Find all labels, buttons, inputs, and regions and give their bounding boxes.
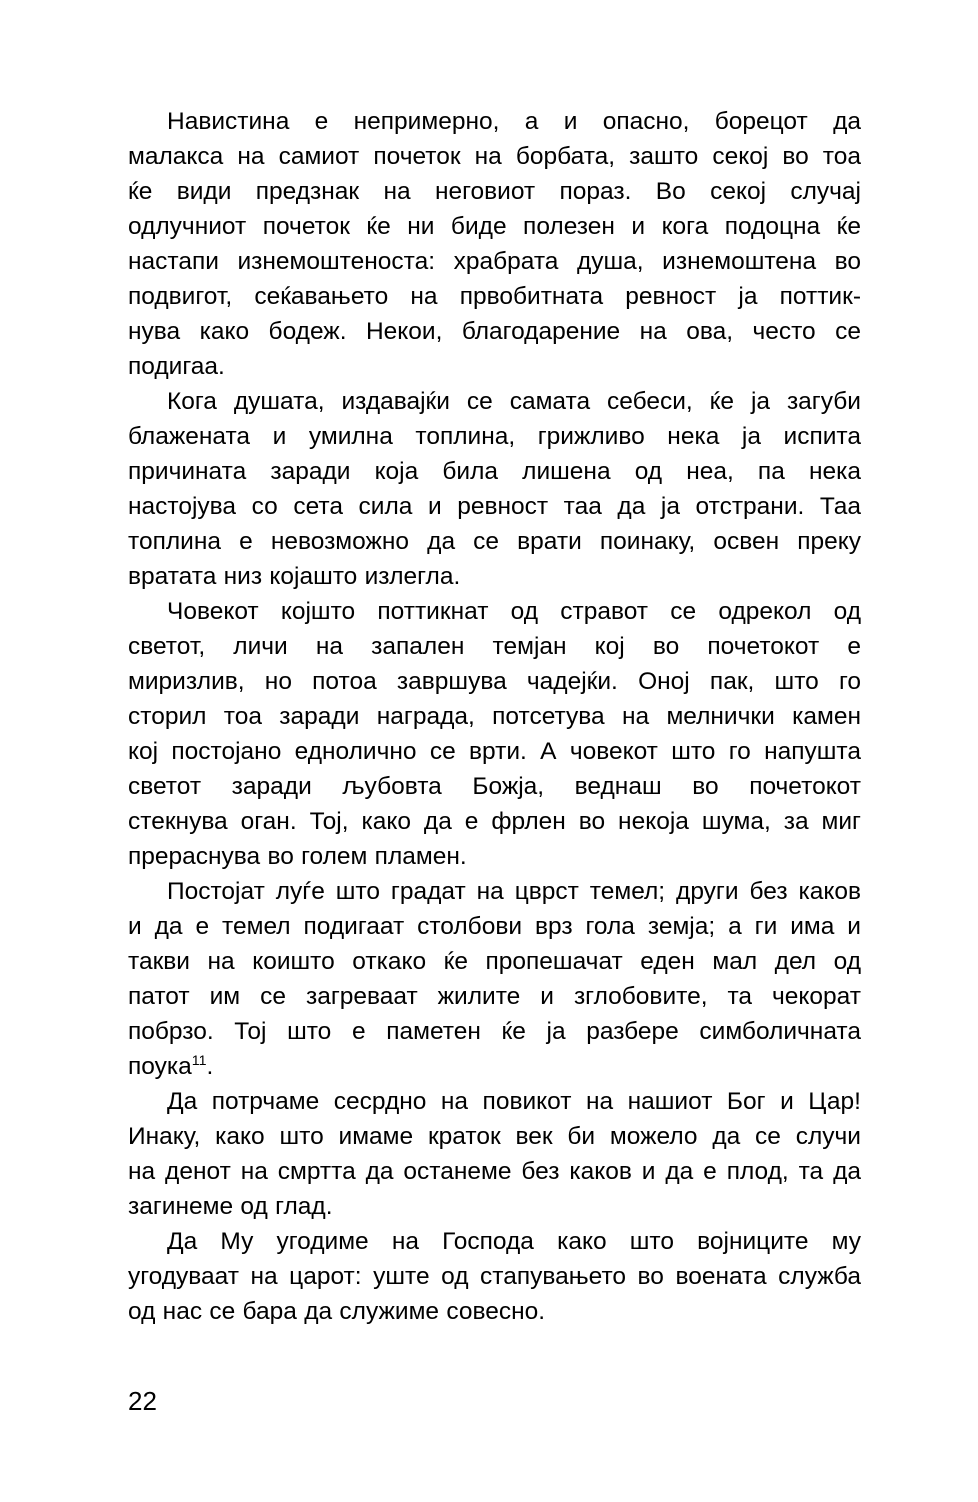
body-text [128, 104, 861, 1329]
text-line: стекнува оган. Тој, како да е фрлен во некоја шума, за миг [128, 808, 861, 835]
text-line: настојува со сета сила и ревност таа да ја отстрани. Таа [128, 493, 861, 520]
page-number: 22 [128, 1386, 157, 1416]
text-line: подвигот, сеќавањето на првобитната ревност ја поттик- [128, 283, 861, 310]
footnote-reference: 11 [191, 1052, 207, 1069]
text-line: вратата низ којашто излегла. [128, 563, 461, 590]
text-line: кој постојано еднолично се врти. А човекот што го напушта [128, 738, 861, 765]
text-line: Кога душата, издавајќи се самата себеси, ќе ја загуби [167, 388, 861, 415]
paragraph [128, 594, 861, 874]
paragraph [128, 384, 861, 594]
text-line: од нас се бара да служиме совесно. [128, 1298, 546, 1325]
text-line: угодуваат на царот: уште од стапувањето во воената служба [128, 1263, 861, 1290]
text-line: такви на коишто откако ќе пропешачат еден мал дел од [128, 948, 861, 975]
text-line: ќе види предзнак на неговиот пораз. Во секој случај [128, 178, 861, 205]
text-line: загинеме од глад. [128, 1193, 333, 1220]
text-line: малакса на самиот почеток на борбата, зашто секој во тоа [128, 143, 861, 170]
text-line: блажената и умилна топлина, грижливо нека ја испита [128, 423, 861, 450]
text-segment: . [206, 1053, 214, 1080]
text-line: на денот на смртта да останеме без каков и да е плод, та да [128, 1158, 861, 1185]
text-line: сторил тоа заради награда, потсетува на мелнички камен [128, 703, 861, 730]
text-line: Да Му угодиме на Господа како што војниците му [167, 1228, 861, 1255]
text-line: побрзо. Тој што е паметен ќе ја разбере симболичната [128, 1018, 861, 1045]
paragraph [128, 874, 861, 1084]
text-line: нува како бодеж. Некои, благодарение на ова, често се [128, 318, 861, 345]
paragraph [128, 104, 861, 384]
text-line: Навистина е непримерно, а и опасно, борецот да [167, 108, 861, 135]
text-line: миризлив, но потоа завршува чадејќи. Оној пак, што го [128, 668, 861, 695]
text-line: Инаку, како што имаме краток век би можело да се случи [128, 1123, 861, 1150]
paragraph [128, 1224, 861, 1329]
text-line: патот им се загреваат жилите и зглобовите, та чекорат [128, 983, 861, 1010]
text-line: одлучниот почеток ќе ни биде полезен и кога подоцна ќе [128, 213, 861, 240]
paragraph [128, 1084, 861, 1224]
text-line: Да потрчаме сесрдно на повикот на нашиот Бог и Цар! [167, 1088, 861, 1115]
text-line: светот, личи на запален темјан кој во почетокот е [128, 633, 861, 660]
text-line: причината заради која била лишена од неа, па нека [128, 458, 861, 485]
text-line [128, 1049, 861, 1084]
text-line: прераснува во голем пламен. [128, 843, 467, 870]
text-line: и да е темел подигаат столбови врз гола земја; а ги има и [128, 913, 861, 940]
text-line: Постојат луѓе што градат на цврст темел; други без каков [167, 878, 861, 905]
text-line: Човекот којшто поттикнат од стравот се одрекол од [167, 598, 861, 625]
text-segment: поука [128, 1053, 192, 1080]
text-line: топлина е невозможно да се врати поинаку, освен преку [128, 528, 861, 555]
text-line: настапи изнемоштеноста: храбрата душа, изнемоштена во [128, 248, 861, 275]
text-line: подигаа. [128, 353, 225, 380]
text-line: светот заради љубовта Божја, веднаш во почетокот [128, 773, 861, 800]
